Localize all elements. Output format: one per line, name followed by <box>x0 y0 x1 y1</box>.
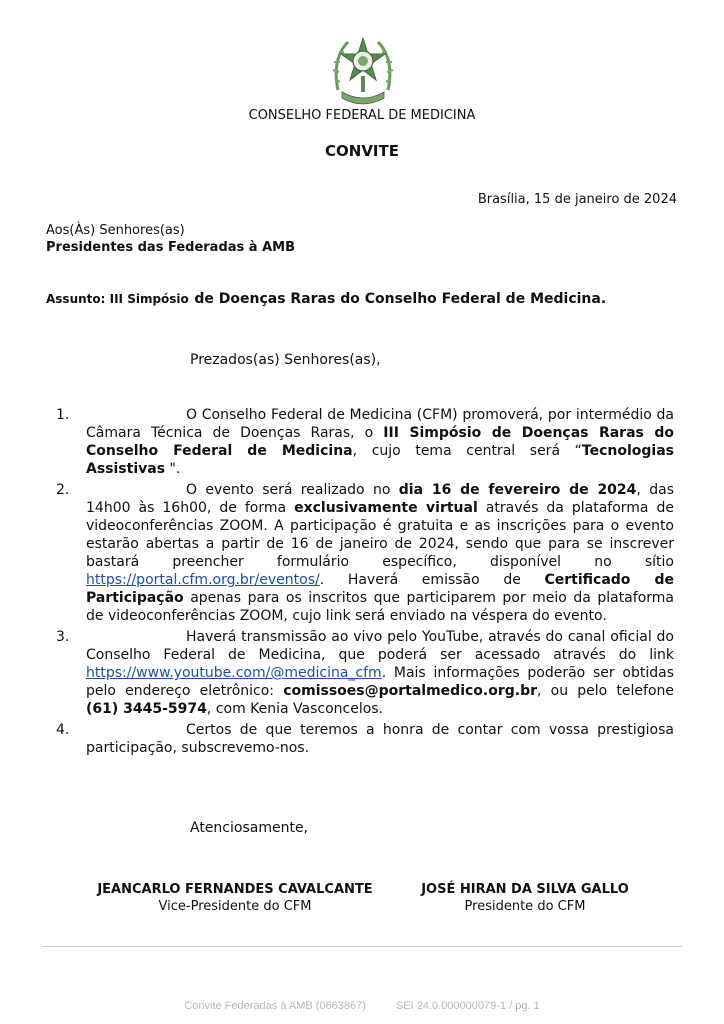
brazil-coat-of-arms-icon <box>330 32 396 112</box>
numbered-list <box>46 406 674 760</box>
recipient-group: Presidentes das Federadas à AMB <box>46 240 295 255</box>
item-number: 3. <box>56 629 70 645</box>
item-number: 4. <box>56 722 70 738</box>
footer-divider <box>42 946 682 947</box>
item-number: 1. <box>56 407 70 423</box>
list-item <box>46 628 674 718</box>
closing: Atenciosamente, <box>190 820 309 836</box>
organization-name: CONSELHO FEDERAL DE MEDICINA <box>248 108 476 123</box>
item-number: 2. <box>56 482 70 498</box>
footer-process-page: SEI 24.0.000000079-1 / pg. 1 <box>395 1000 540 1012</box>
subject-line <box>46 288 606 307</box>
list-item <box>46 406 674 478</box>
signatory-name: JEANCARLO FERNANDES CAVALCANTE <box>97 882 373 897</box>
footer <box>0 1000 724 1012</box>
footer-document-ref: Convite Federadas à AMB (0663867) <box>184 1000 366 1012</box>
signature-block <box>90 882 380 914</box>
recipient-salutation: Aos(Às) Senhores(as) <box>46 223 185 238</box>
signatory-name: JOSÉ HIRAN DA SILVA GALLO <box>421 882 629 897</box>
subject-text: de Doenças Raras do Conselho Federal de Medicina. <box>194 291 607 307</box>
signatory-role: Vice-Presidente do CFM <box>158 899 312 914</box>
list-item <box>46 481 674 625</box>
list-item <box>46 721 674 757</box>
item-text: O Conselho Federal de Medicina (CFM) promoverá, por intermédio da Câmara Técnica de Doenças Raras, o III Simpósio de Doenças Raras do Conselho Federal de Medicina, cujo tema central será “Tecnologias Assistivas ". <box>86 407 674 477</box>
item-text: O evento será realizado no dia 16 de fevereiro de 2024, das 14h00 às 16h00, de forma exclusivamente virtual através da plataforma de videoconferências ZOOM. A participação é gratuita e as inscrições para o evento estarão abertas a partir de 16 de janeiro de 2024, sendo que para se inscrever bastará preencher formulário específico, disponível no sítio https://portal.cfm.org.br/eventos/. Haverá emissão de Certificado de Participação apenas para os inscritos que participarem por meio da plataforma de videoconferências ZOOM, cujo link será enviado na véspera do evento. <box>86 482 675 624</box>
item-text: Haverá transmissão ao vivo pelo YouTube, através do canal oficial do Conselho Federal de Medicina, que poderá ser acessado através do link https://www.youtube.com/@medicina_cfm. Mais informações poderão ser obtidas pelo endereço eletrônico: comissoes@portalmedico.org.br, ou pelo telefone (61) 3445-5974, com Kenia Vasconcelos. <box>86 629 674 717</box>
subject-label: Assunto: III Simpósio <box>46 292 189 306</box>
events-link[interactable]: https://portal.cfm.org.br/eventos/ <box>86 572 320 588</box>
greeting: Prezados(as) Senhores(as), <box>190 352 381 368</box>
signature-block <box>400 882 650 914</box>
youtube-link[interactable]: https://www.youtube.com/@medicina_cfm <box>86 665 382 681</box>
document-date: Brasília, 15 de janeiro de 2024 <box>477 192 677 207</box>
document-title: CONVITE <box>325 142 399 160</box>
item-text: Certos de que teremos a honra de contar com vossa prestigiosa participação, subscrevemo-nos. <box>86 722 674 756</box>
signatory-role: Presidente do CFM <box>464 899 586 914</box>
